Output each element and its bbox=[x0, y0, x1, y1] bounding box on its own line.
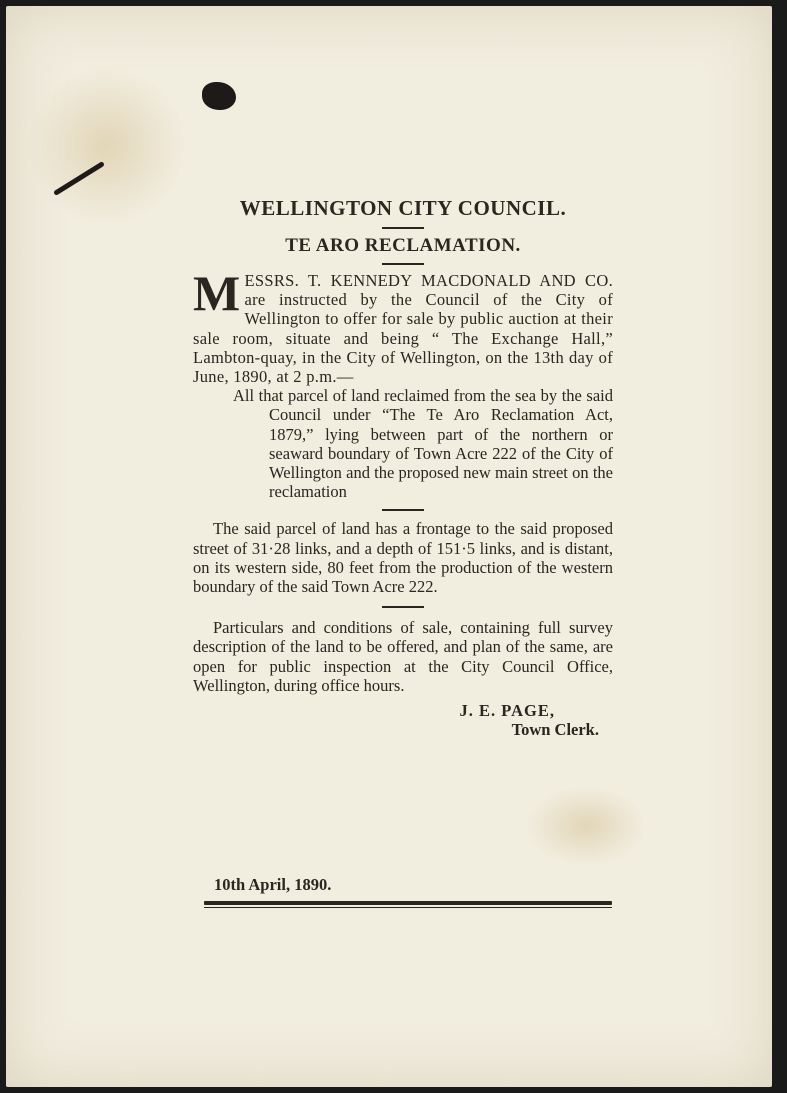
signature-block bbox=[193, 701, 613, 739]
particulars-paragraph: Particulars and conditions of sale, containing full survey description of the land to be offered, and plan of the same, are open for public inspection at the City Council Office, Wellington, during office hours. bbox=[193, 618, 613, 695]
intro-paragraph bbox=[193, 265, 613, 387]
parcel-description: All that parcel of land reclaimed from the sea by the said Council under “The Te Aro Reclamation Act, 1879,” lying between part of the northern or seaward boundary of Town Acre 222 of the City of Wellington and the proposed new main street on the reclamation bbox=[233, 386, 613, 502]
notice-title: WELLINGTON CITY COUNCIL. bbox=[239, 196, 567, 220]
drop-cap: M bbox=[193, 265, 241, 321]
paper-hole bbox=[202, 82, 236, 110]
divider bbox=[382, 227, 424, 229]
frontage-paragraph: The said parcel of land has a frontage to the said proposed street of 31·28 links, and a depth of 151·5 links, and is distant, on its western side, 80 feet from the production of the western boundary of the said Town Acre 222. bbox=[193, 519, 613, 597]
divider bbox=[382, 606, 424, 608]
intro-text: ESSRS. T. KENNEDY MACDONALD AND CO. are instructed by the Council of the City of Wellington to offer for sale by public auction at their sale room, situate and being “ The Exchange Hall,” Lambton-quay, in the City of Wellington, on the 13th day of June, 1890, at 2 p.m.— bbox=[193, 271, 613, 387]
signatory-role: Town Clerk. bbox=[511, 720, 599, 740]
foxing-stain bbox=[526, 786, 646, 866]
notice-column bbox=[193, 196, 613, 739]
notice-subtitle: TE ARO RECLAMATION. bbox=[285, 235, 521, 256]
foxing-stain bbox=[26, 66, 186, 226]
divider bbox=[382, 509, 424, 511]
bottom-rule bbox=[204, 901, 612, 905]
notice-date: 10th April, 1890. bbox=[214, 875, 332, 894]
divider bbox=[382, 263, 424, 265]
bottom-rule-thin bbox=[204, 907, 612, 908]
signatory-name: J. E. PAGE, bbox=[459, 701, 555, 721]
